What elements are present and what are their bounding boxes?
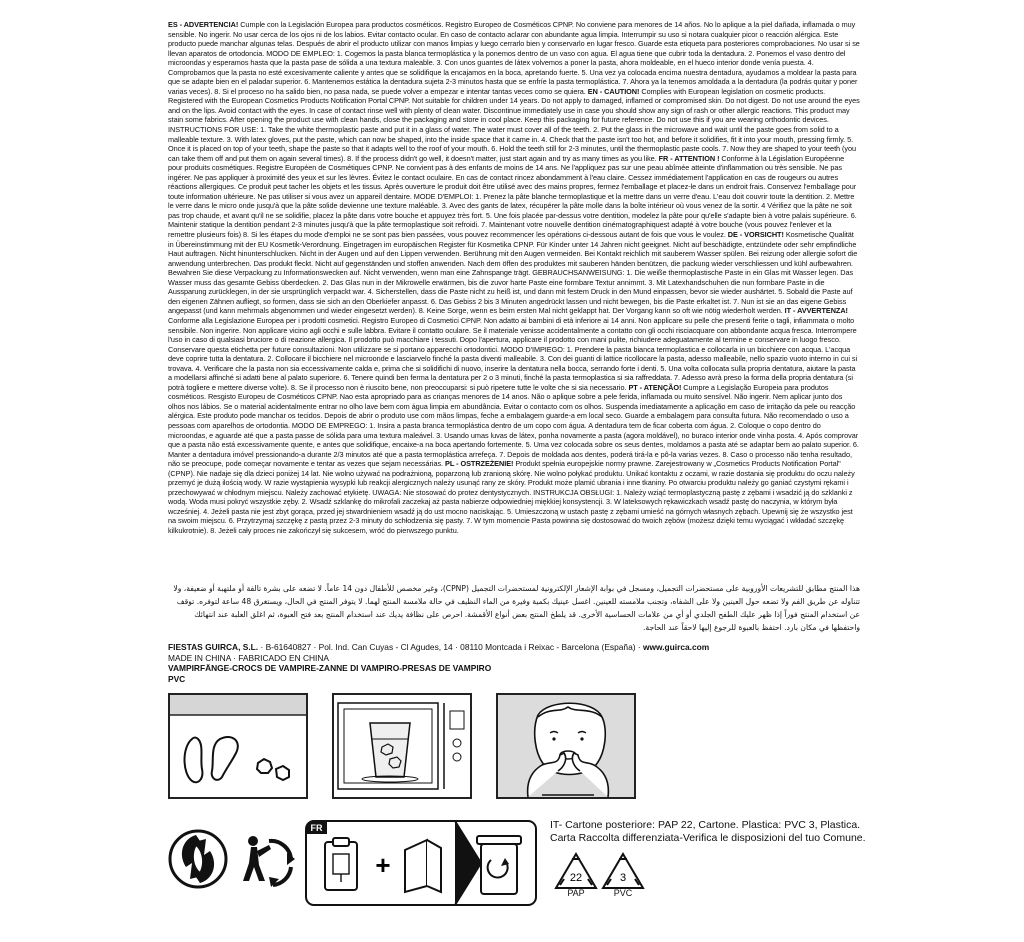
warnings-text	[168, 20, 860, 536]
company-website: www.guirca.com	[642, 642, 710, 652]
warning-body-es: Cumple con la Legislación Europea para productos cosméticos. Registro Europeo de Cosméticos CPNP. No conviene para menores de 14 años. No lo aplique a la piel dañada, inflamada o muy sensible. No ingerir. No usar cerca de los ojos ni de los labios. Evitar contacto ocular. En caso de contacto aclarar con abundante agua limpia. Interrumpir su uso si notara cualquier picor o reacción alérgica. Este producto puede manchar algunas telas. Después de abrir el producto utilizar con manos limpias y luego cerrarlo bien y conservarlo en lugar fresco. Guarde esta etiqueta para posteriores comprobaciones. No usar si se llevan aparatos de ortodoncia. MODO DE EMPLEO: 1. Cogemos la pasta blanca termoplástica y la ponemos dentro de un vaso con agua. El agua tiene que cubrir toda la dentadura. 2. Ponemos el vaso dentro del microondas y esperamos hasta que la pasta pase de sólida a una textura maleable. 3. Con unos guantes de látex volvemos a poner la pasta, ahora moldeable, en el hueco interior donde venía puesta. 4. Comprobamos que la pasta no esté excesivamente caliente y antes que se solidifique la encajamos en la boca, apretando fuerte. 5. Una vez ya colocada encima nuestra dentadura, ayudamos a moldear la pasta para que se adapte bien en el paladar superior. 6. Mantenemos estática la dentadura sujeta 2-3 minutos hasta que se enfríe la pasta termoplástica. 7. Ahora ya la tenemos amoldada a la dentadura (la podrás quitar y poner varias veces). 8. Si el proceso no ha salido bien, no pasa nada, se puede volver a empezar e intentar tantas veces como se quiera.	[168, 20, 860, 96]
warning-body-pl: Produkt spełnia europejskie normy prawne. Zarejestrowany w „Cosmetics Products Notification Portal" (CPNP). Nie nadaje się dla dzieci poniżej 14 lat. Nie wolno używać na podrażnioną, poparzoną lub zranioną skórę. Nie wolno połykać produktu. Unikać kontaktu z oczami, w razie dostania się produktu do oczu należy przemyć je dużą ilością wody. W razie wystąpienia wysypki lub reakcji alergicznych należy usunąć rany ze skóry. Produkt może plamić ubrania i inne tkaniny. Po otwarciu produktu należy go ganiać czystymi rękami i przechowywać w chłodnym miejscu. Należy zachować etykietę. UWAGA: Nie stosować do protez dentystycznych. INSTRUKCJA OBSŁUGI: 1. Należy wziąć termoplastyczną pastę z zębami i wsadzić ją do szklanki z wodą. Woda musi pokryć wszystkie zęby. 2. Wsadź szklankę do mikrofali zaczekaj aż pasta nabierze odpowiedniej miękkiej konsystencji. 3. W lateksowych rękawiczkach wsadź pastę do naczynia, w którym była wcześniej. 4. Jeżeli pasta nie jest zbyt gorąca, przed jej stwardnieniem wsadź ją do ust mocno naciskając. 5. Umieszczoną w ustach pastę z zębami umieść na górnych własnych zębach. Upewnij się że wszystko jest na swoim miejscu. 6. Przytrzymaj szczękę z pastą przez 2-3 minuty do schłodzenia się pasty. 7. W tym momencie Pasta powinna się dostosować do twoich zębów (możesz dzięki temu wyciągać i wkładać szczękę kilkukrotnie). 8. Jeżeli cały proces nie zakończył się sukcesem, wróć do pierwszego punktu.	[168, 459, 855, 535]
teeth-tray-illustration	[170, 695, 306, 797]
warning-body-fr: Conforme à la Législation Européenne pour produits cosmétiques. Registre Européen de Cosmétiques CPNP. Ne convient pas à des enfants de moins de 14 ans. Ne l'appliquez pas sur une peau abîmée atteinte d'inflammation ou très sensible. Ne pas ingérer. Ne pas appliquer à proximité des yeux et sur les lèvres. Évitez le contact oculaire. En cas de contact rincez abondamment à l'eau claire. Cessez immédiatement l'application en cas de rougeurs ou autres réactions allergiques. Ce produit peut tacher les objets et les tissus. Après ouverture le produit doit être utilisé avec des mains propres, fermez l'emballage et placez-le dans un endroit frais. Conservez l'emballage pour toute information ultérieure. Ne pas utiliser si vous avez un appareil dentaire. MODE D'EMPLOI: 1. Prenez la pâte blanche termoplastique et la mettre dans un verre d'eau. L'eau doit couvrir toute la dentition. 2. Mettre le verre dans le micro onde jusqu'à que la pâte solide devienne une texture maléable. 3. Avec des gants de latex, récupérer la pâte molle dans la boîte intérieur où vous venez de la sortir. 4 Vérifiez que la pâte ne soit pas trop chaude, et avant qu'il ne se solidifie, placez la pâte dans votre bouche et appuyez très fort. 5. Une fois placée par-dessus votre dentition, modelez la pâte pour qu'elle s'adapte bien à votre palais supérieure. 6. Maintenir statique la dentition pendant 2-3 minutes jusqu'à que la pâte termoplastique soit refroidi. 7. Maintenant votre nouvelle dentition cinématographiquest adapté à votre bouche (vous pouvez l'enlever et la remettre plusieurs fois) 8. Si les étapes du mode d'emploi ne se sont pas bien passées, vous pouvez recommencer les opérations ci-dessous autant de fois que vous le voulez.	[168, 153, 857, 240]
pap-label: PAP	[567, 888, 585, 898]
warning-body-pt: Cumpre a Legislação Europeia para produtos cosméticos. Resgisto Europeu de Cosméticos CPNP. Nao esta apropriado para as crianças menores de 14 anos. Não o aplique sobre a pele ferida, inflamada ou muito sensível. Não ingerir. Nem aplicar junto dos olhos nos lábios. Se o material acidentalmente entrar no olho lave bem com água limpia em abundância. Evitar o contacto com os olhos. Suspenda imediatamente a aplicação em caso de irritação da pele ou reacção alérgica. Este produto pode manchar os tecidos. Depois de abrir o produto use com mãos limpas, feche a embalagem guarde-a em local seco. Guarde a embalagem para consulta futura. Não recomendado o uso a pessoas com aparelhos de ortodontia. MODO DE EMPREGO: 1. Insira a pasta branca termoplástica dentro de um copo com água. A dentadura tem de ficar coberta com água. 2. Coloque o copo dentro do microondas, e aguarde até que a pasta passe de sólida para uma textura maleável. 3. Usando umas luvas de látex, ponha novamente a pasta (agora moldável), no buraco interior onde vinha posta. 4. Após comprovar que a pasta não está excessivamente quente, e antes que solidifique, encaixe-a na boca apertando fortemente. 5. Uma vez colocada sobre os seus dentes, moldamos a pasta até se adaptar bem ao palato superior. 6. Manter a dentadura imóvel pressionando-a durante 2/3 minutos até que a pasta termoplástica arrefeça. 7. Depois de moldada aos dentes, poderá tirá-la e pô-la varias vezes. 8. Caso o processo não tenha resultado, não se preocupe, pode começar novamente e tentar as vezes que sejam necessárias.	[168, 382, 859, 469]
pvc-label: PVC	[613, 888, 633, 898]
recycling-line-2: Carta Raccolta differenziata-Verifica le disposizioni del tuo Comune.	[550, 832, 866, 844]
green-dot-icon	[168, 829, 228, 889]
company-name: FIESTAS GUIRCA, S.L.	[168, 642, 259, 652]
pvc-recycling-symbol	[600, 851, 646, 901]
instruction-panel-boy	[496, 693, 636, 799]
company-info	[168, 642, 868, 684]
warning-body-de: Kosmetische Qualität in Übereinstimmung mit der EU Kosmetik-Verordnung. Eingetragen im europäischen Register für Kosmetika CPNP. Für Kinder unter 14 Jahren nicht geeignet. Nicht auf beschädigte, entzündete oder sehr empfindliche Haut auftragen. Nicht hinunterschlucken. Nicht in der Augen und auf den Lippen verwenden. Berührung mit den Augen vermeiden. Bei Kontakt reichlich mit sauberem Wasser spülen. Bei reizung oder allergie sofort die anwendung unterbrechen. Das produkt fleckt. Nicht auf gegenständen und stoffen anwenden. Nach dem öffen des produktes mit sauberen händen benützen, die packung wieder verschliessen und kühl aufbewahren. Bewahren Sie diese Verpackung zu Informationswecken auf. Nicht verwenden, wenn man eine Zahnspange trägt. GEBRAUCHSANWEISUNG: 1. Die weiße thermoplastische Paste in ein Glas mit Wasser legen. Das Wasser muss das gesamte Gebiss überdecken. 2. Das Glas nun in der Mikrowelle erwärmen, bis die zuvor harte Paste eine formbare Textur annimmt. 3. Mit Latexhandschuhen die nun formbare Paste in die Aussparung zurücklegen, in der sie ursprünglich verpackt war. 4. Sicherstellen, dass die Paste nicht zu heiß ist, und dann mit festem Druck in den Mund einpassen, bevor sie wieder aushärtet. 5. Sobald die Paste auf den eigenen Zähnen aufliegt, so formen, dass sie sich an den Oberkiefer anpasst. 6. Das Gebiss 2 bis 3 Minuten angedrückt lassen und nicht bewegen, bis die Paste erkaltet ist. 7. Nun ist sie an das eigene Gebiss angepasst (und kann mehrmals abgenommen und wieder eingesetzt werden). 8. Keine Sorge, wenn es beim ersten Mal nicht geklappt hat. Der Vorgang kann so oft wie nötig wiederholt werden.	[168, 230, 858, 316]
instruction-panel-microwave	[332, 693, 472, 799]
warning-heading-es: ES - ADVERTENCIA!	[168, 20, 239, 29]
recycling-line-1: IT- Cartone posteriore: PAP 22, Cartone. Plastica: PVC 3, Plastica.	[550, 819, 861, 831]
product-material: PVC	[168, 673, 186, 684]
pap-number: 22	[569, 872, 583, 884]
recycle-triangle-icon	[553, 851, 599, 891]
warning-heading-pt: PT - ATENÇÃO!	[628, 382, 682, 392]
warning-heading-pl: PL - OSTRZEŻENIE!	[445, 459, 514, 469]
warning-body-it: Conforme alla Legislazione Europea per i prodotti cosmetici. Registro Europeo di Cosmetici CPNP. Non adatto ai bambini di età inferiore ai 14 anni. Non applicare su pelle che presenti ferite o tagli, infiammata o molto sensibile. Non ingerire. Non applicare vicino agli occhi e sulle labbra. Evitare il contatto oculare. Se il materiale venisse accidentalmente a contatto con gli occhi risciacquare con abbondante acqua fresca. Interrompere l'uso in caso di qualsiasi bruciore o di reazione allergica. Il prodotto può macchiare i tessuti. Dopo l'apertura, applicare il prodotto con mani pulite, richiudere adeguatamente al termine e conservare in luogo fresco. Conservare questa etichetta per future consultazioni. Non utilizzare se si portano apparecchi ortodontici. MODO D'IMPIEGO: 1. Prendere la pasta bianca termoplastica e collocarla in un bicchiere con acqua. L'acqua deve coprire tutta la dentatura. 2. Collocare il bicchiere nel microonde e lasciarvelo finché la pasta diventi malleabile. 3. Con dei guanti di lattice ricollocare la pasta, adesso malleabile, nello spazio vuoto interno in cui si trovava. 4. Verificare che la pasta non sia eccessivamente calda e, prima che si solidifichi di nuovo, inserire la dentatura nella bocca, serrando forte i denti. 5. Una volta collocata sulla propria dentatura, aiutare la pasta a modellarsi affinché si adatti bene al palato superiore. 6. Tenere quindi ben ferma la dentatura per 2 o 3 minuti, finché la pasta termoplastica si sia raffreddata. 7. Adesso avrà preso la forma della propria dentatura (si potrà togliere e mettere diverse volte). 8. Se il processo non è riuscito bene, non preoccuparsi: si può ripetere tutte le volte che si sia necessario.	[168, 315, 858, 392]
microwave-glass-illustration	[334, 695, 470, 797]
info-tri-box	[305, 820, 537, 906]
pap-recycling-symbol	[553, 851, 599, 901]
warning-heading-de: DE - VORSICHT!	[727, 230, 784, 240]
made-in-line: MADE IN CHINA · FABRICADO EN CHINA	[168, 652, 330, 663]
company-address-line	[168, 642, 868, 653]
warning-heading-en: EN - CAUTION!	[587, 86, 640, 96]
warning-body-en: Complies with European legislation on cosmetic products. Registered with the European Cosmetics Products Notification Portal CPNP. Not suitable for children under 14 years. Do not apply to damaged, inflamed or compromised skin. Do not digest. Do not use around the eyes and on the lips. Avoid contact with the eyes. In case of contact rinse well with plenty of clean water. Discontinue immediately use in case you should show any sign of rash or other allergic reactions. This product may stain some fabrics. After opening the product use with clean hands, close the packaging and store in cool place. Keep this packaging for future reference. Do not use this if you are wearing orthodontic devices. INSTRUCTIONS FOR USE: 1. Take the white thermoplastic paste and put it in a glass of water. The water must cover all of the teeth. 2. Put the glass in the microwave and wait until the paste goes from solid to a malleable texture. 3. With latex gloves, put the paste, which can now be shaped, into the inside space that it came in. 4. Check that the paste isn't too hot, and before it solidifies, fit it into your mouth, pressing firmly. 5. Once it is placed on top of your teeth, shape the paste so that it adapts well to the roof of your mouth. 6. Hold the teeth still for 2-3 minutes, until the thermoplastic paste cools. 7. Now they are shaped to your teeth (you can take them off and put them on again several times). 8. If the process didn't go well, it doesn't matter, just start again and try as many times as you like.	[168, 86, 860, 163]
plus-sign: +	[375, 850, 391, 880]
warning-heading-fr: FR - ATTENTION !	[658, 153, 720, 163]
recycling-text-it	[550, 819, 866, 845]
warning-heading-it: IT - AVVERTENZA!	[784, 306, 848, 316]
instruction-panel-tray	[168, 693, 308, 799]
pvc-number: 3	[619, 872, 627, 884]
product-title: VAMPIRFÄNGE-CROCS DE VAMPIRE-ZANNE DI VAMPIRO-PRESAS DE VAMPIRO	[168, 663, 492, 674]
triman-icon	[239, 833, 297, 889]
recycle-triangle-icon	[600, 851, 646, 891]
arabic-warning-text: هذا المنتج مطابق للتشريعات الأوروبية على مستحضرات التجميل، ومسجل في بوابة الإشعار الإلكترونية لمستحضرات التجميل (CPNP)، وغير مخصص للأطفال دون 14 عاماً. لا تضعه على بشرة تالفة أو ملتهبة أو ضعيفة، ولا تتناوله عن طريق الفم ولا تضعه حول العينين ولا على الشفاه، وتجنب ملامسته للعينين. اغسل عينيك بكمية وفيرة من الماء النظيف في حالة ملامسة المنتج لهما. لا يتوفر المنتج في الحال، ويستغرق 48 ساعة لتوفره. توقف عن استخدام المنتج فوراً إذا ظهر عليك الطفح الجلدي أو أي من علامات الحساسية الأخرى. قد يلطخ المنتج بعض أنواع الأقمشة. احرص على نظافة يديك عند استخدام المنتج بعد فتح العبوة، ثم اغلق العلبة عند انتهائك واحتفظها في مكان بارد. احتفظ بالعبوة للرجوع إليها لاحقاً عند الحاجة.	[173, 584, 860, 632]
fr-label: FR	[310, 823, 323, 833]
boy-fitting-teeth-illustration	[498, 695, 634, 797]
company-address: · B-61640827 · Pol. Ind. Can Cuyas - Cl Agudes, 14 · 08110 Montcada i Reixac - Barcelona (España) ·	[258, 642, 643, 652]
